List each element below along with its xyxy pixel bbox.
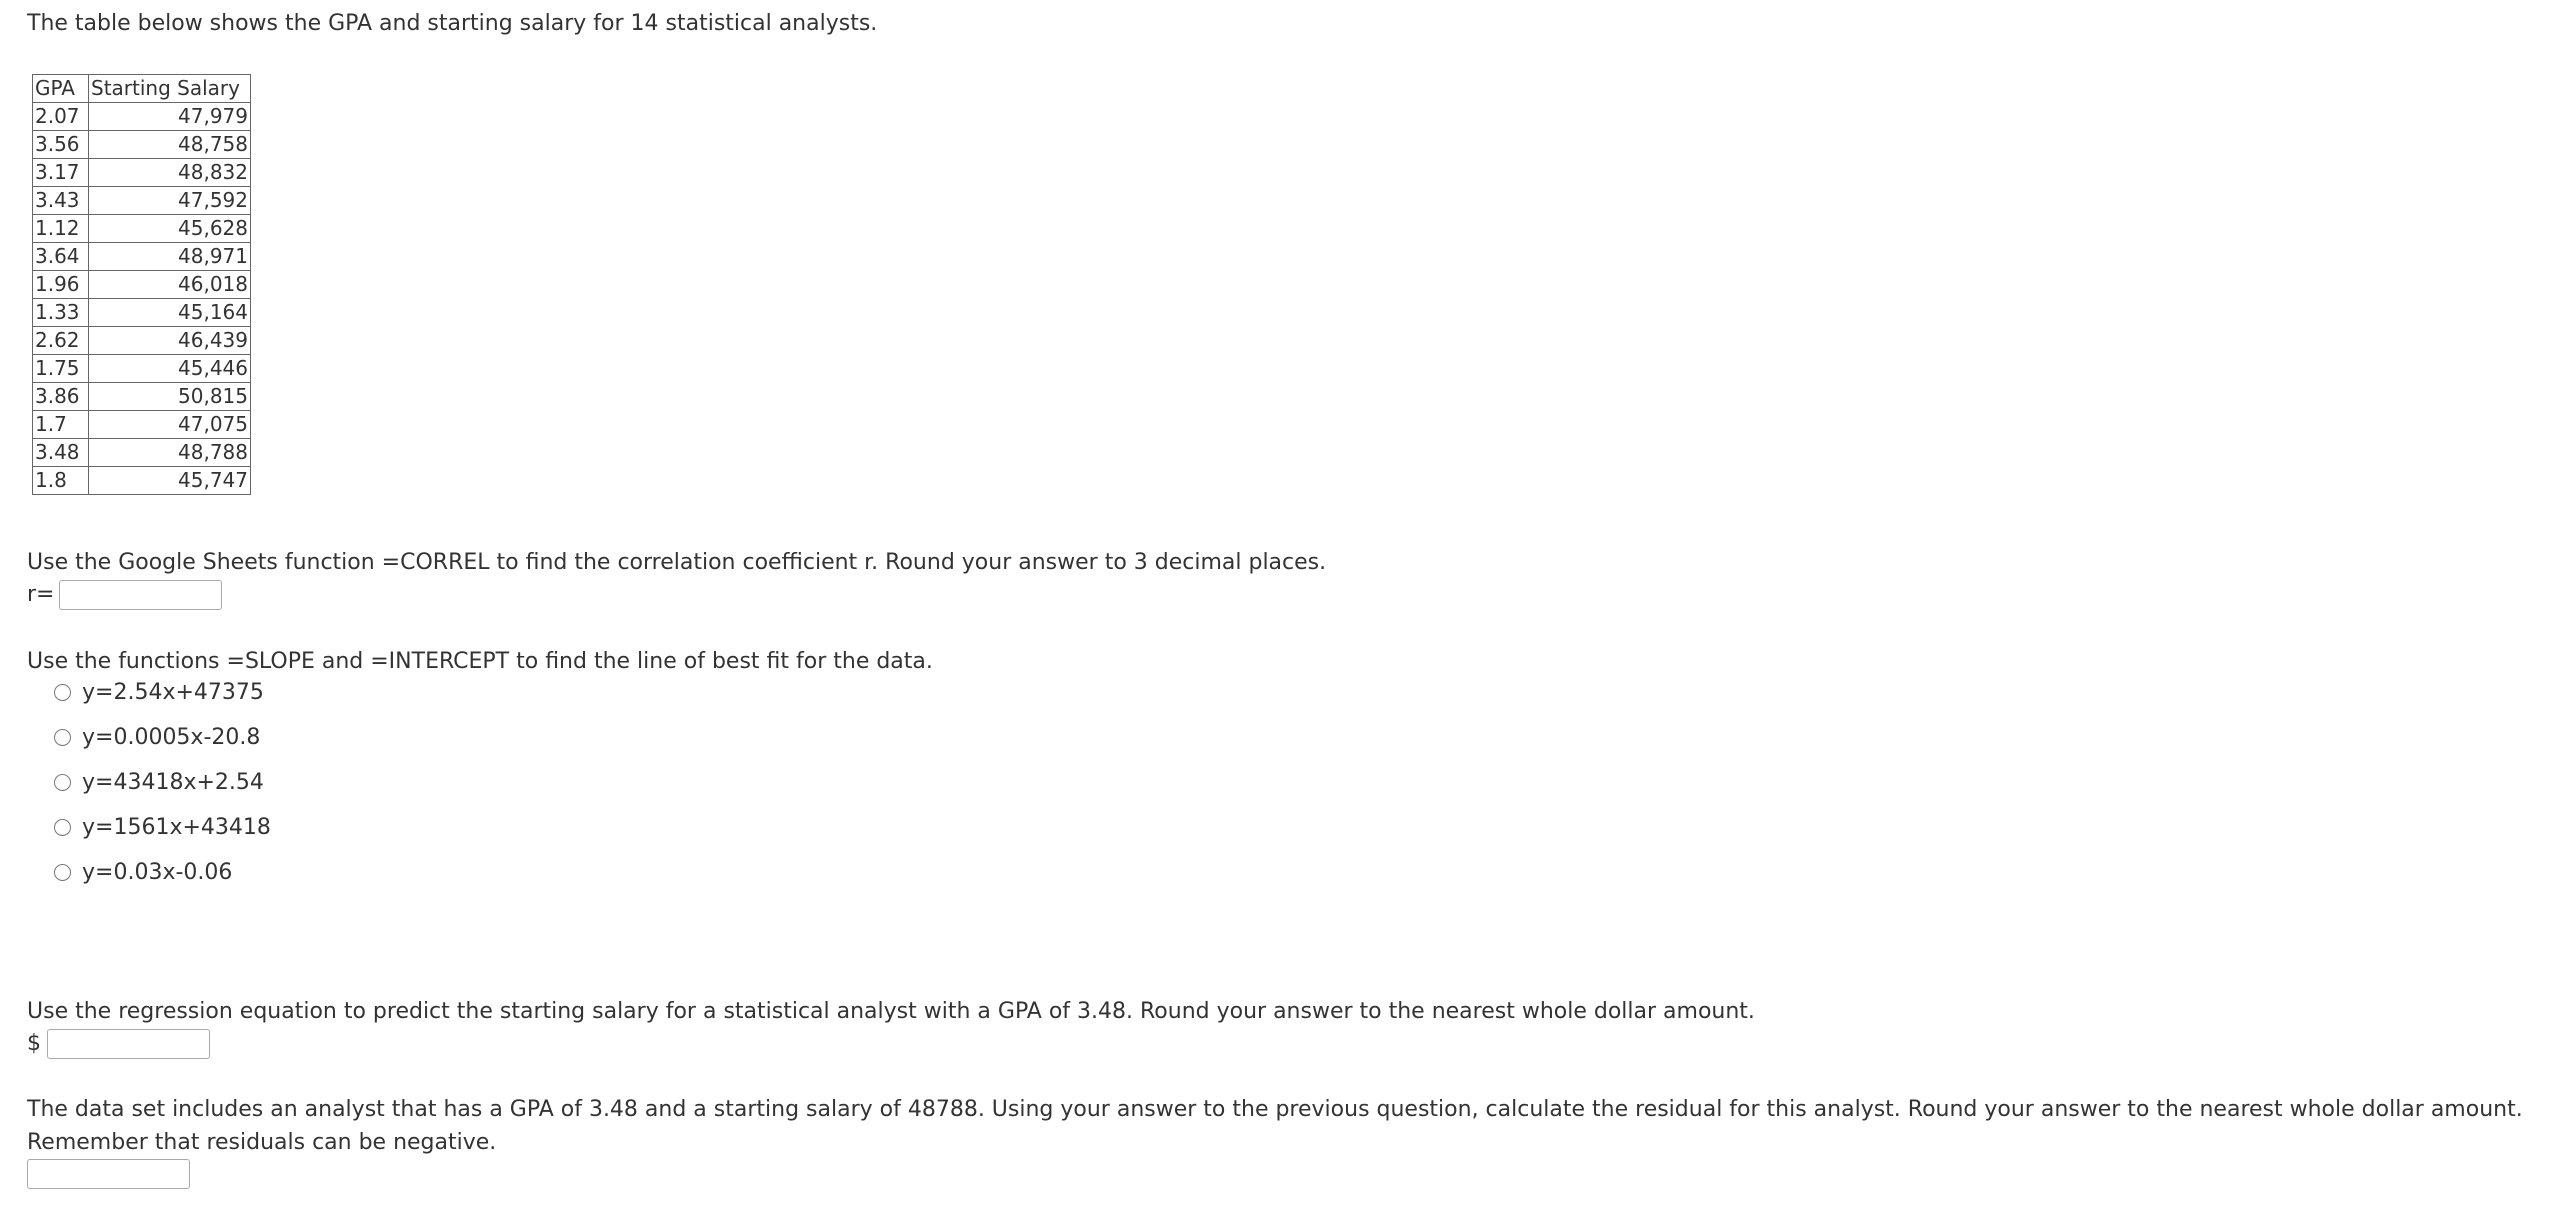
salary-cell: 50,815: [89, 383, 251, 411]
gpa-cell: 1.33: [33, 299, 89, 327]
salary-cell: 48,971: [89, 243, 251, 271]
header-gpa: GPA: [33, 75, 89, 103]
table-row: [33, 411, 251, 439]
gpa-cell: 3.48: [33, 439, 89, 467]
table-row: [33, 467, 251, 495]
q3-text: Use the regression equation to predict the starting salary for a statistical analyst with a GPA of 3.48. Round your answer to the nearest whole dollar amount.: [27, 999, 1755, 1024]
q1-text: Use the Google Sheets function =CORREL to find the correlation coefficient r. Round your answer to 3 decimal places.: [27, 550, 1327, 575]
option-label: y=43418x+2.54: [82, 769, 264, 795]
salary-cell: 48,758: [89, 131, 251, 159]
radio-button[interactable]: [54, 774, 71, 791]
option-label: y=0.03x-0.06: [82, 859, 233, 885]
residual-input[interactable]: [27, 1159, 190, 1189]
table-row: [33, 327, 251, 355]
radio-button[interactable]: [54, 684, 71, 701]
salary-cell: 46,439: [89, 327, 251, 355]
gpa-cell: 1.7: [33, 411, 89, 439]
salary-cell: 46,018: [89, 271, 251, 299]
header-starting-salary: Starting Salary: [89, 75, 251, 103]
gpa-cell: 1.96: [33, 271, 89, 299]
option-4[interactable]: [54, 812, 271, 842]
salary-cell: 45,446: [89, 355, 251, 383]
table-row: [33, 383, 251, 411]
correlation-input[interactable]: [59, 580, 222, 610]
salary-cell: 45,628: [89, 215, 251, 243]
gpa-cell: 3.56: [33, 131, 89, 159]
salary-cell: 47,979: [89, 103, 251, 131]
r-label: r=: [27, 582, 55, 607]
gpa-cell: 3.64: [33, 243, 89, 271]
gpa-cell: 1.12: [33, 215, 89, 243]
intro-text: The table below shows the GPA and starting salary for 14 statistical analysts.: [27, 11, 878, 36]
table-header-row: [33, 75, 251, 103]
option-label: y=1561x+43418: [82, 814, 271, 840]
option-label: y=2.54x+47375: [82, 679, 264, 705]
table-row: [33, 355, 251, 383]
table-row: [33, 215, 251, 243]
salary-cell: 48,832: [89, 159, 251, 187]
gpa-cell: 3.43: [33, 187, 89, 215]
gpa-cell: 2.62: [33, 327, 89, 355]
salary-cell: 47,592: [89, 187, 251, 215]
radio-button[interactable]: [54, 819, 71, 836]
table-row: [33, 131, 251, 159]
salary-cell: 47,075: [89, 411, 251, 439]
gpa-cell: 3.86: [33, 383, 89, 411]
dollar-sign: $: [27, 1031, 41, 1056]
table-row: [33, 299, 251, 327]
q4-text: The data set includes an analyst that has a GPA of 3.48 and a starting salary of 48788. Using your answer to the previous question, calculate the residual for this analyst. Round your answer to the nearest whole dollar amount. Remember that residuals can be negative.: [27, 1097, 2523, 1155]
table-row: [33, 243, 251, 271]
table-row: [33, 439, 251, 467]
gpa-cell: 2.07: [33, 103, 89, 131]
salary-cell: 48,788: [89, 439, 251, 467]
table-row: [33, 187, 251, 215]
gpa-salary-table: [32, 74, 251, 495]
radio-button[interactable]: [54, 729, 71, 746]
radio-button[interactable]: [54, 864, 71, 881]
gpa-cell: 3.17: [33, 159, 89, 187]
table-row: [33, 271, 251, 299]
salary-cell: 45,747: [89, 467, 251, 495]
option-3[interactable]: [54, 767, 264, 797]
gpa-cell: 1.8: [33, 467, 89, 495]
salary-cell: 45,164: [89, 299, 251, 327]
option-2[interactable]: [54, 722, 260, 752]
predicted-salary-input[interactable]: [47, 1029, 210, 1059]
q2-text: Use the functions =SLOPE and =INTERCEPT to find the line of best fit for the data.: [27, 649, 933, 674]
option-5[interactable]: [54, 857, 232, 887]
option-1[interactable]: [54, 677, 264, 707]
table-row: [33, 159, 251, 187]
question-page: [27, 0, 2537, 1216]
gpa-cell: 1.75: [33, 355, 89, 383]
option-label: y=0.0005x-20.8: [82, 724, 261, 750]
table-row: [33, 103, 251, 131]
